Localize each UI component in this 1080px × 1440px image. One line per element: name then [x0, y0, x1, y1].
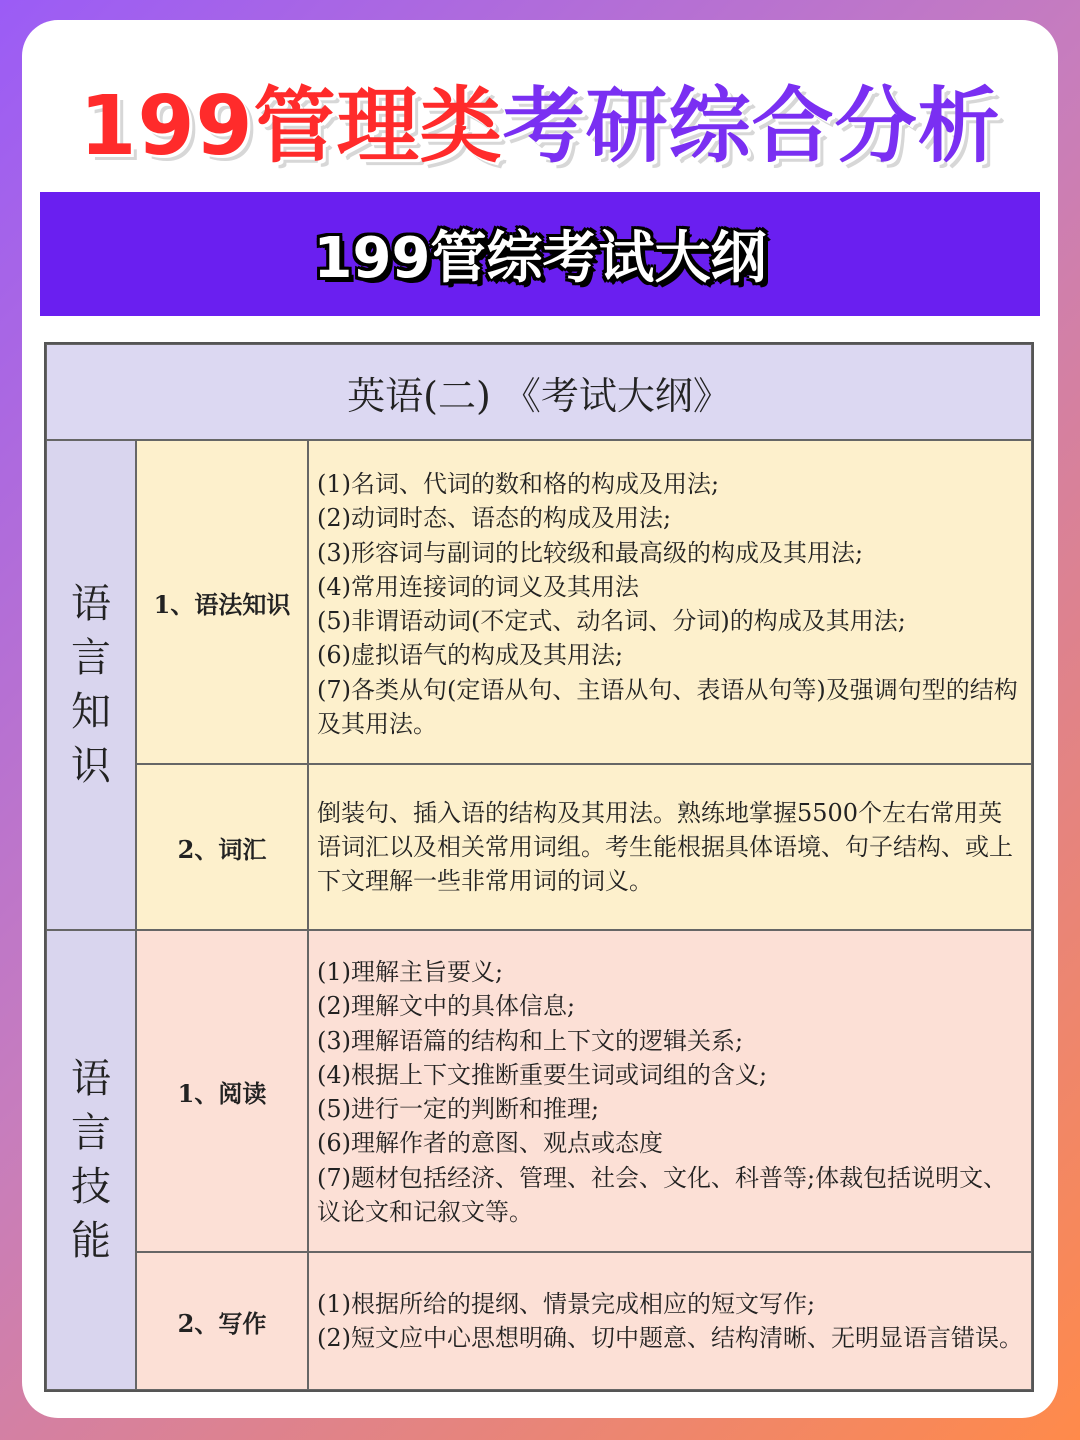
list-item: 倒装句、插入语的结构及其用法。熟练地掌握5500个左右常用英语词汇以及相关常用词组。考生能根据具体语境、句子结构、或上下文理解一些非常用词的词义。	[317, 798, 1013, 896]
list-item: (2)理解文中的具体信息;	[317, 992, 576, 1021]
list-item: (6)理解作者的意图、观点或态度	[317, 1129, 663, 1158]
table-header: 英语(二) 《考试大纲》	[46, 344, 1032, 440]
row-label-grammar: 1、语法知识	[136, 440, 308, 764]
main-title	[22, 64, 1058, 174]
list-item: (1)名词、代词的数和格的构成及用法;	[317, 470, 720, 498]
row-label-reading: 1、阅读	[136, 930, 308, 1252]
row-content-vocabulary	[308, 764, 1032, 930]
main-title-purple: 考研综合分析	[502, 78, 1001, 174]
section-language-knowledge	[46, 440, 136, 930]
list-item: (2)短文应中心思想明确、切中题意、结构清晰、无明显语言错误。	[317, 1324, 1023, 1352]
banner-title: 199管综考试大纲	[313, 226, 767, 291]
main-title-red: 199管理类	[79, 78, 503, 174]
section-language-skills	[46, 930, 136, 1390]
section-label: 语言知识	[71, 581, 111, 789]
list-item: (3)形容词与副词的比较级和最高级的构成及其用法;	[317, 538, 864, 567]
list-item: (5)进行一定的判断和推理;	[317, 1095, 600, 1124]
list-item: (1)根据所给的提纲、情景完成相应的短文写作;	[317, 1289, 816, 1318]
row-label-vocabulary: 2、词汇	[136, 764, 308, 930]
banner	[40, 192, 1040, 316]
list-item: (4)根据上下文推断重要生词或词组的含义;	[317, 1060, 768, 1089]
list-item: (7)题材包括经济、管理、社会、文化、科普等;体裁包括说明文、议论文和记叙文等。	[317, 1163, 1008, 1227]
list-item: (3)理解语篇的结构和上下文的逻辑关系;	[317, 1026, 744, 1055]
list-item: (7)各类从句(定语从句、主语从句、表语从句等)及强调句型的结构及其用法。	[317, 675, 1018, 739]
row-content-grammar	[308, 440, 1032, 764]
list-item: (4)常用连接词的词义及其用法	[317, 572, 639, 601]
list-item: (1)理解主旨要义;	[317, 958, 504, 986]
poster-card	[22, 20, 1058, 1418]
list-item: (5)非谓语动词(不定式、动名词、分词)的构成及其用法;	[317, 607, 906, 636]
row-label-writing: 2、写作	[136, 1252, 308, 1390]
syllabus-table	[44, 342, 1034, 1392]
row-content-writing	[308, 1252, 1032, 1390]
list-item: (2)动词时态、语态的构成及用法;	[317, 504, 672, 533]
section-label: 语言技能	[71, 1056, 111, 1264]
row-content-reading	[308, 930, 1032, 1252]
list-item: (6)虚拟语气的构成及其用法;	[317, 641, 624, 670]
